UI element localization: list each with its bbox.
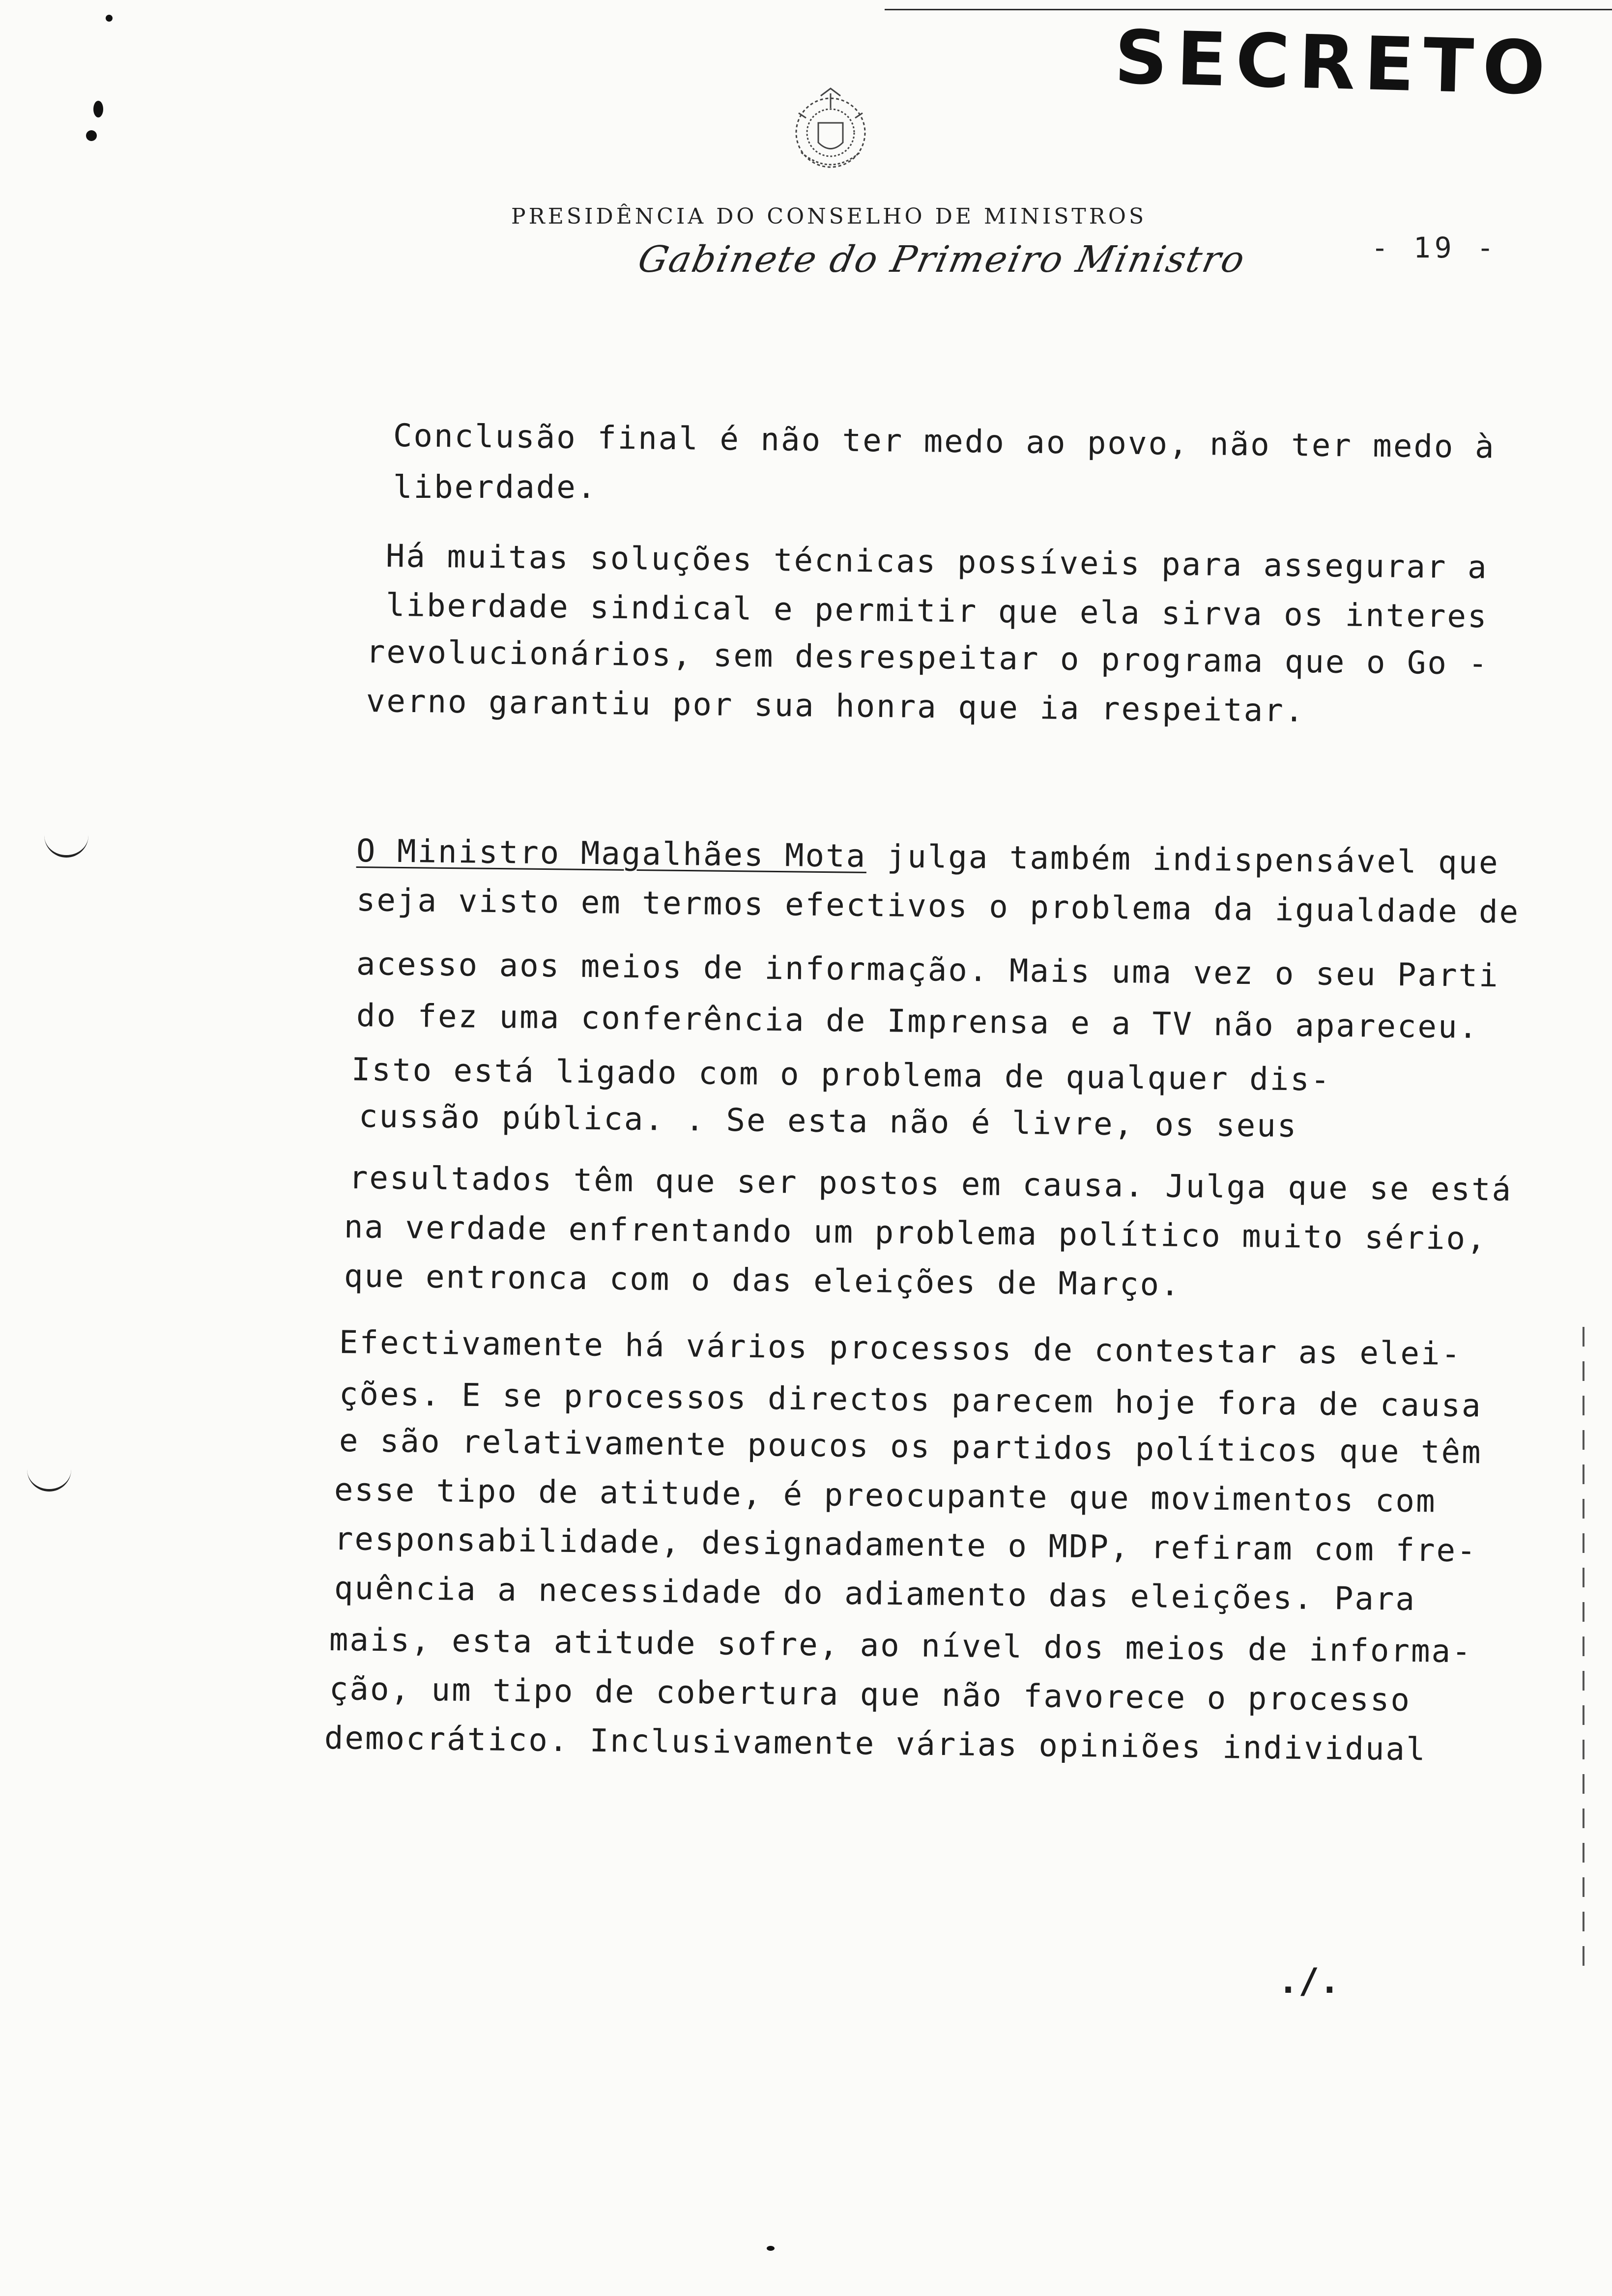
text-line: cussão pública. . Se esta não é livre, os seus [358, 1098, 1298, 1145]
office-subheading: Gabinete do Primeiro Ministro [634, 238, 1250, 281]
text-line: esse tipo de atitude, é preocupante que movimentos com [334, 1472, 1437, 1520]
continuation-mark: ./. [1278, 1961, 1340, 2001]
text-span: julga também indispensável que [866, 838, 1500, 882]
top-rule [885, 9, 1612, 10]
text-line: mais, esta atitude sofre, ao nível dos meios de informa- [329, 1622, 1473, 1670]
text-line: do fez uma conferência de Imprensa e a TV não apareceu. [356, 998, 1479, 1046]
minister-name: O Ministro Magalhães Mota [356, 833, 867, 875]
text-line: revolucionários, sem desrespeitar o programa que o Go - [366, 634, 1489, 682]
text-line: liberdade. [393, 469, 598, 506]
classification-stamp: SECRETO [1113, 15, 1555, 112]
scan-speck [106, 15, 113, 22]
scan-speck [767, 2246, 775, 2251]
text-line [356, 833, 1499, 881]
text-line: na verdade enfrentando um problema político muito sério, [344, 1209, 1488, 1258]
text-line: ção, um tipo de cobertura que não favorece o processo [329, 1671, 1411, 1719]
text-line: que entronca com o das eleições de Março. [344, 1258, 1181, 1303]
margin-line [1583, 1327, 1584, 1966]
punch-hole-mark [27, 1469, 71, 1492]
text-line: seja visto em termos efectivos o problema da igualdade de [356, 882, 1520, 931]
text-line: liberdade sindical e permitir que ela sirva os interes [385, 587, 1488, 635]
text-line: Há muitas soluções técnicas possíveis para assegurar a [385, 538, 1488, 586]
text-line: quência a necessidade do adiamento das eleições. Para [334, 1570, 1416, 1618]
text-line: Conclusão final é não ter medo ao povo, não ter medo à [393, 418, 1496, 466]
institution-heading: PRESIDÊNCIA DO CONSELHO DE MINISTROS [511, 204, 1147, 229]
text-line: Efectivamente há vários processos de contestar as elei- [339, 1324, 1462, 1373]
text-line: acesso aos meios de informação. Mais uma vez o seu Parti [356, 946, 1500, 995]
page-number: - 19 - [1371, 231, 1498, 264]
coat-of-arms-emblem [772, 74, 890, 187]
text-line: resultados têm que ser postos em causa. Julga que se está [348, 1160, 1513, 1208]
text-line: e são relativamente poucos os partidos políticos que têm [339, 1423, 1483, 1471]
scan-speck [86, 130, 97, 141]
text-line: ções. E se processos directos parecem hoje fora de causa [339, 1376, 1483, 1425]
scan-speck [93, 101, 103, 117]
text-line: responsabilidade, designadamente o MDP, refiram com fre- [334, 1521, 1478, 1570]
text-line: democrático. Inclusivamente várias opiniões individual [324, 1720, 1427, 1768]
punch-hole-mark [44, 835, 88, 858]
text-line: verno garantiu por sua honra que ia respeitar. [366, 683, 1305, 730]
text-line: Isto está ligado com o problema de qualquer dis- [351, 1052, 1331, 1098]
